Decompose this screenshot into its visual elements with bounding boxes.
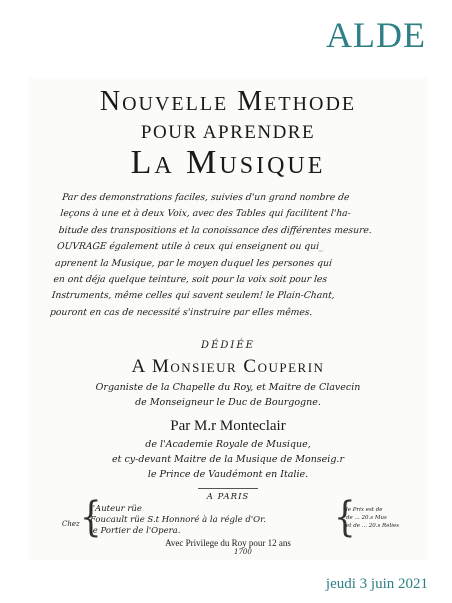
divider-rule <box>198 488 258 489</box>
description-line: leçons à une et à deux Voix, avec des Tables qui facilitent l'ha- <box>59 208 352 220</box>
chez-label: Chez <box>62 520 80 528</box>
left-brace-icon: { <box>80 494 102 542</box>
brand-logo: ALDE <box>326 15 426 55</box>
address-line: Foucault rüe S.t Honnoré à la régle d'Or. <box>90 515 266 525</box>
price-note <box>346 506 399 530</box>
publication-place: A PARIS <box>206 492 250 502</box>
sale-date: jeudi 3 juin 2021 <box>325 576 428 592</box>
description-line: bitude des transpositions et la conoissance des différentes mesure. <box>58 224 373 236</box>
description-line: Instruments, même celles qui savent seulem! le Plain-Chant, <box>51 290 336 302</box>
dedicatee-line: de Monseigneur le Duc de Bourgogne. <box>135 397 321 408</box>
description-line: aprenent la Musique, par le moyen duquel les persones qui <box>54 257 333 269</box>
title-line-2: POUR APRENDRE <box>140 122 316 143</box>
author-line: et cy-devant Maitre de la Musique de Monseig.r <box>112 454 344 465</box>
royal-privilege: Avec Privilege du Roy pour 12 ans <box>165 538 291 548</box>
author-byline: Par M.r Monteclair <box>170 418 286 434</box>
title-page-plate <box>28 78 428 560</box>
right-brace-icon: { <box>334 494 356 542</box>
author-description <box>28 437 428 482</box>
description-line: en ont déja quelque teinture, soit pour la voix soit pour les <box>52 274 328 286</box>
title-line-1: Nouvelle Methode <box>99 86 357 117</box>
author-line: de l'Academie Royale de Musique, <box>145 439 311 450</box>
description-block <box>49 190 417 321</box>
price-line: de ... 20.s Mus <box>346 515 387 521</box>
price-line: le Prix est de <box>346 507 383 513</box>
dedicatee-description <box>28 380 428 410</box>
description-line: OUVRAGE également utile à ceux qui enseignent ou qui_ <box>56 241 325 253</box>
description-line: Par des demonstrations faciles, suivies d'un grand nombre de <box>61 192 351 203</box>
dedication-label: DÉDIÉE <box>201 340 255 351</box>
seller-address <box>90 504 266 537</box>
dedicatee-line: Organiste de la Chapelle du Roy, et Maitre de Clavecin <box>95 382 361 393</box>
author-line: le Prince de Vaudémont en Italie. <box>147 469 309 480</box>
publication-year: 1700 <box>234 548 252 556</box>
address-line: l'Auteur rüe <box>90 504 142 514</box>
title-line-3: La Musique <box>130 144 326 181</box>
dedicatee-name: A Monsieur Couperin <box>131 356 325 377</box>
address-line: le Portier de l'Opera. <box>90 526 181 536</box>
description-line: pouront en cas de necessité s'instruire par elles mêmes. <box>49 306 314 318</box>
price-line: et de ... 20.s Relies <box>346 523 400 529</box>
